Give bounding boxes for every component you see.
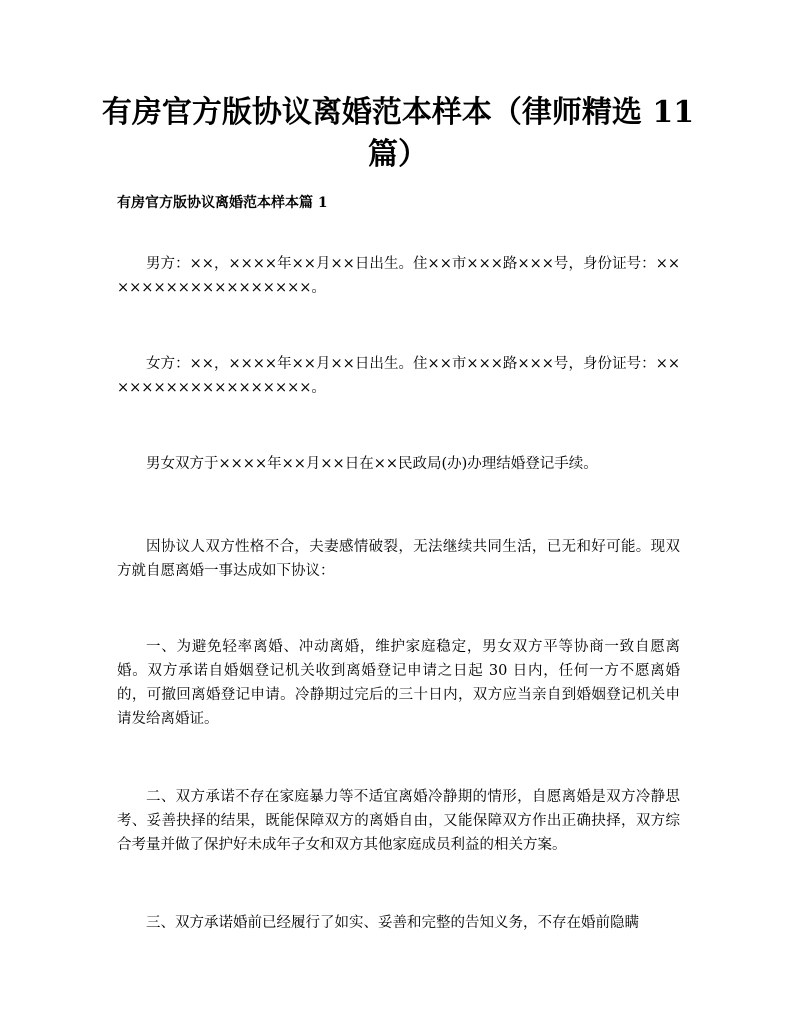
paragraph-reason: 因协议人双方性格不合，夫妻感情破裂，无法继续共同生活，已无和好可能。现双方就自愿离婚一事达成如下协议： [117,539,680,579]
paragraph-clause-1: 一、为避免轻率离婚、冲动离婚，维护家庭稳定，男女双方平等协商一致自愿离婚。双方承诺自婚姻登记机关收到离婚登记申请之日起 30 日内，任何一方不愿离婚的，可撤回离婚登记申请。冷静期过完后的三十日内，双方应当亲自到婚姻登记机关申请发给离婚证。 [117,639,680,727]
paragraph-clause-3: 三、双方承诺婚前已经履行了如实、妥善和完整的告知义务，不存在婚前隐瞒 [146,915,639,931]
paragraph-marriage-registration: 男女双方于××××年××月××日在××民政局(办)办理结婚登记手续。 [146,456,598,472]
paragraph-female-party: 女方：××，××××年××月××日出生。住××市×××路×××号，身份证号：××××××××××××××××××。 [117,356,680,396]
section-heading: 有房官方版协议离婚范本样本篇 1 [117,195,328,211]
paragraph-clause-2: 二、双方承诺不存在家庭暴力等不适宜离婚冷静期的情形，自愿离婚是双方冷静思考、妥善抉择的结果，既能保障双方的离婚自由，又能保障双方作出正确抉择，双方综合考量并做了保护好未成年子女和双方其他家庭成员利益的相关方案。 [117,789,680,853]
document-title: 有房官方版协议离婚范本样本（律师精选 11 篇） [101,95,695,172]
paragraph-male-party: 男方：××，××××年××月××日出生。住××市×××路×××号，身份证号：××××××××××××××××××。 [117,256,680,296]
